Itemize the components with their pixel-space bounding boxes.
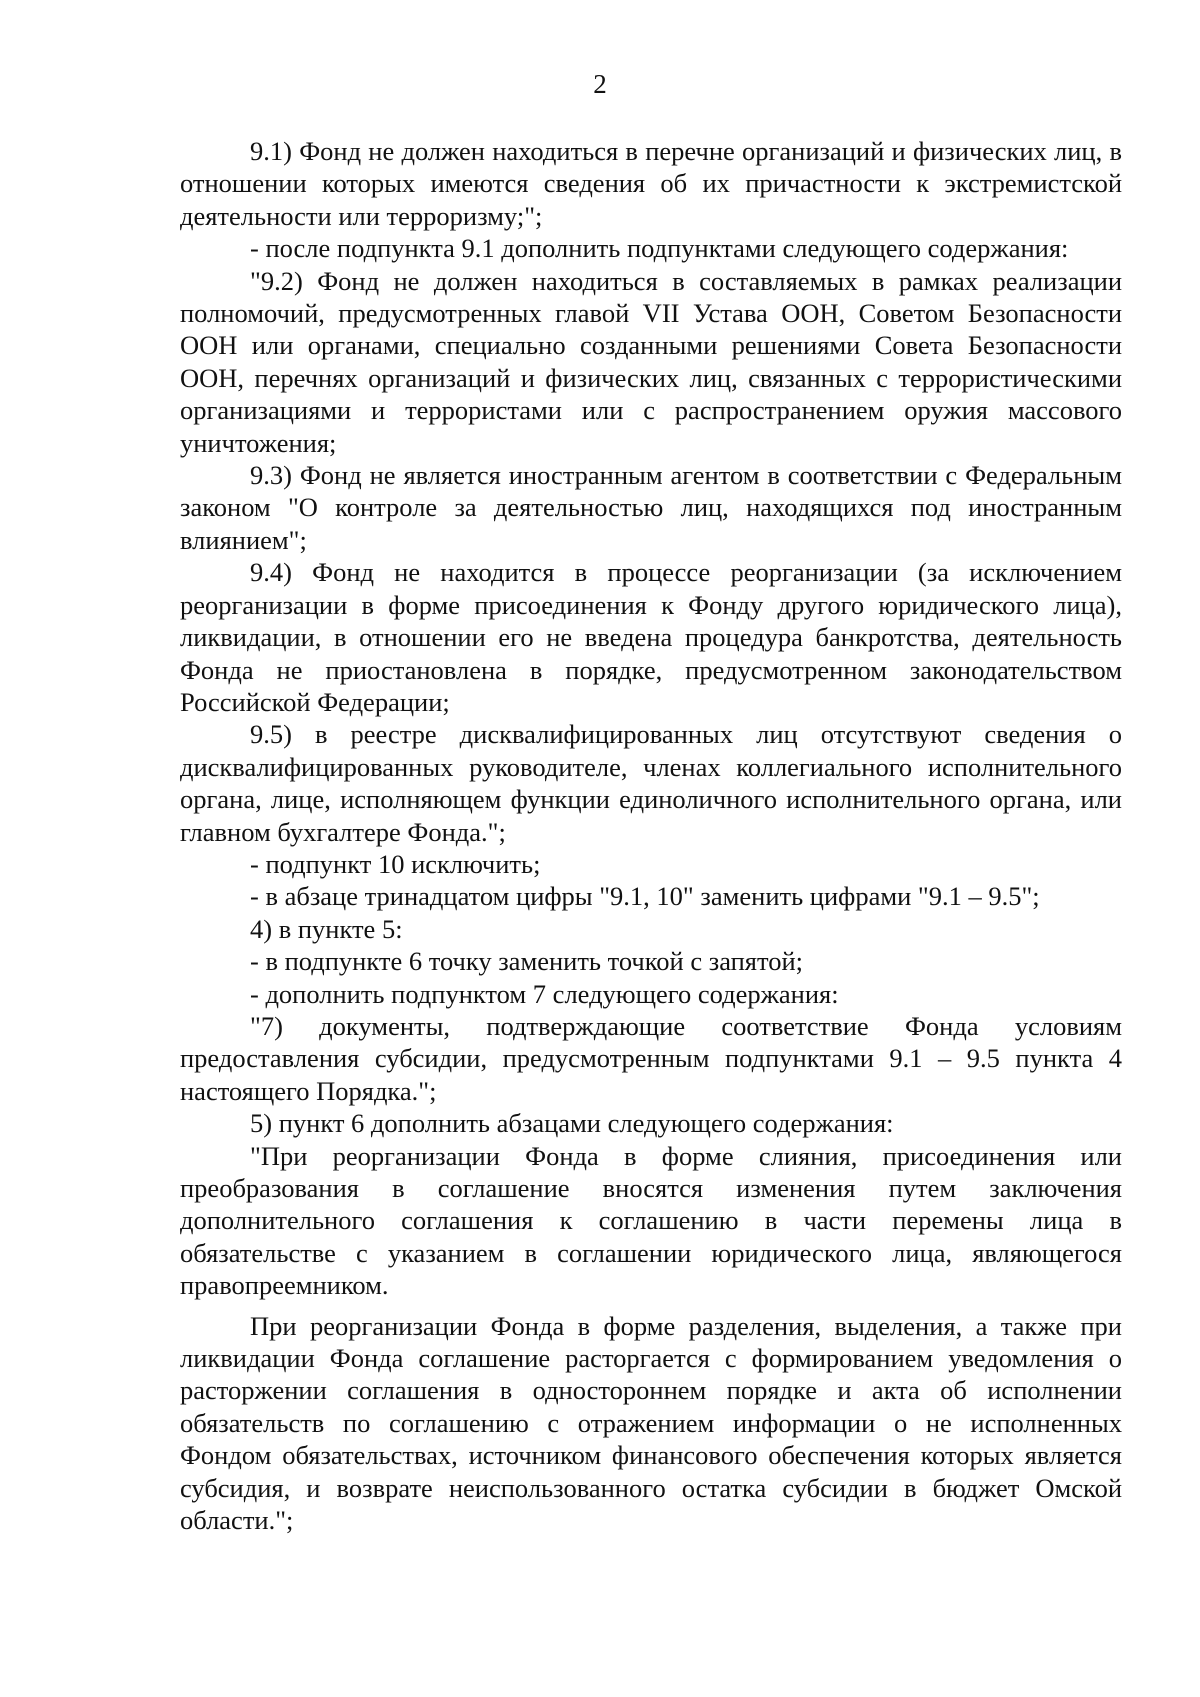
paragraph-reorganization-merger: "При реорганизации Фонда в форме слияния, присоединения или преобразования в соглашение вносятся изменения путем заключения дополнительного соглашения к соглашению в части перемены лица в обязательстве с указанием в соглашении юридического лица, являющегося правопреемником. bbox=[180, 1140, 1122, 1301]
paragraph-after-9-1: - после подпункта 9.1 дополнить подпунктами следующего содержания: bbox=[250, 233, 1069, 264]
page-number: 2 bbox=[593, 69, 607, 99]
paragraph-9-5: 9.5) в реестре дисквалифицированных лиц отсутствуют сведения о дисквалифицированных руководителе, членах коллегиального исполнительного органа, лице, исполняющем функции единоличного исполнительного органа, или главном бухгалтере Фонда."; bbox=[180, 719, 1122, 847]
paragraph-9-2: "9.2) Фонд не должен находиться в составляемых в рамках реализации полномочий, предусмотренных главой VII Устава ООН, Советом Безопасности ООН или органами, специально созданными решениями Совета Безопасности ООН, перечнях организаций и физических лиц, связанных с террористическими организациями и террористами или с распространением оружия массового уничтожения; bbox=[180, 265, 1122, 458]
paragraph-9-1: 9.1) Фонд не должен находиться в перечне организаций и физических лиц, в отношении которых имеются сведения об их причастности к экстремистской деятельности или терроризму;"; bbox=[180, 136, 1122, 231]
paragraph-add-subpoint-7: - дополнить подпунктом 7 следующего содержания: bbox=[250, 978, 839, 1009]
paragraph-point-6: 5) пункт 6 дополнить абзацами следующего содержания: bbox=[250, 1108, 894, 1139]
paragraph-exclude-10: - подпункт 10 исключить; bbox=[250, 848, 541, 879]
document-body bbox=[180, 135, 1122, 1536]
paragraph-subpoint-6: - в подпункте 6 точку заменить точкой с запятой; bbox=[250, 946, 804, 977]
paragraph-9-4: 9.4) Фонд не находится в процессе реорганизации (за исключением реорганизации в форме присоединения к Фонду другого юридического лица), ликвидации, в отношении его не введена процедура банкротства, деятельность Фонда не приостановлена в порядке, предусмотренном законодательством Российской Федерации; bbox=[180, 557, 1122, 717]
paragraph-point-5: 4) в пункте 5: bbox=[250, 913, 403, 944]
paragraph-7-documents: "7) документы, подтверждающие соответствие Фонда условиям предоставления субсидии, предусмотренным подпунктами 9.1 – 9.5 пункта 4 настоящего Порядка."; bbox=[180, 1010, 1122, 1106]
paragraph-thirteenth: - в абзаце тринадцатом цифры "9.1, 10" заменить цифрами "9.1 – 9.5"; bbox=[250, 881, 1040, 912]
paragraph-9-3: 9.3) Фонд не является иностранным агентом в соответствии с Федеральным законом "О контроле за деятельностью лиц, находящихся под иностранным влиянием"; bbox=[180, 460, 1122, 555]
paragraph-reorganization-division: При реорганизации Фонда в форме разделения, выделения, а также при ликвидации Фонда соглашение расторгается с формированием уведомления о расторжении соглашения в одностороннем порядке и акта об исполнении обязательств по соглашению с отражением информации о не исполненных Фондом обязательствах, источником финансового обеспечения которых является субсидия, и возврате неиспользованного остатка субсидии в бюджет Омской области."; bbox=[180, 1310, 1122, 1536]
